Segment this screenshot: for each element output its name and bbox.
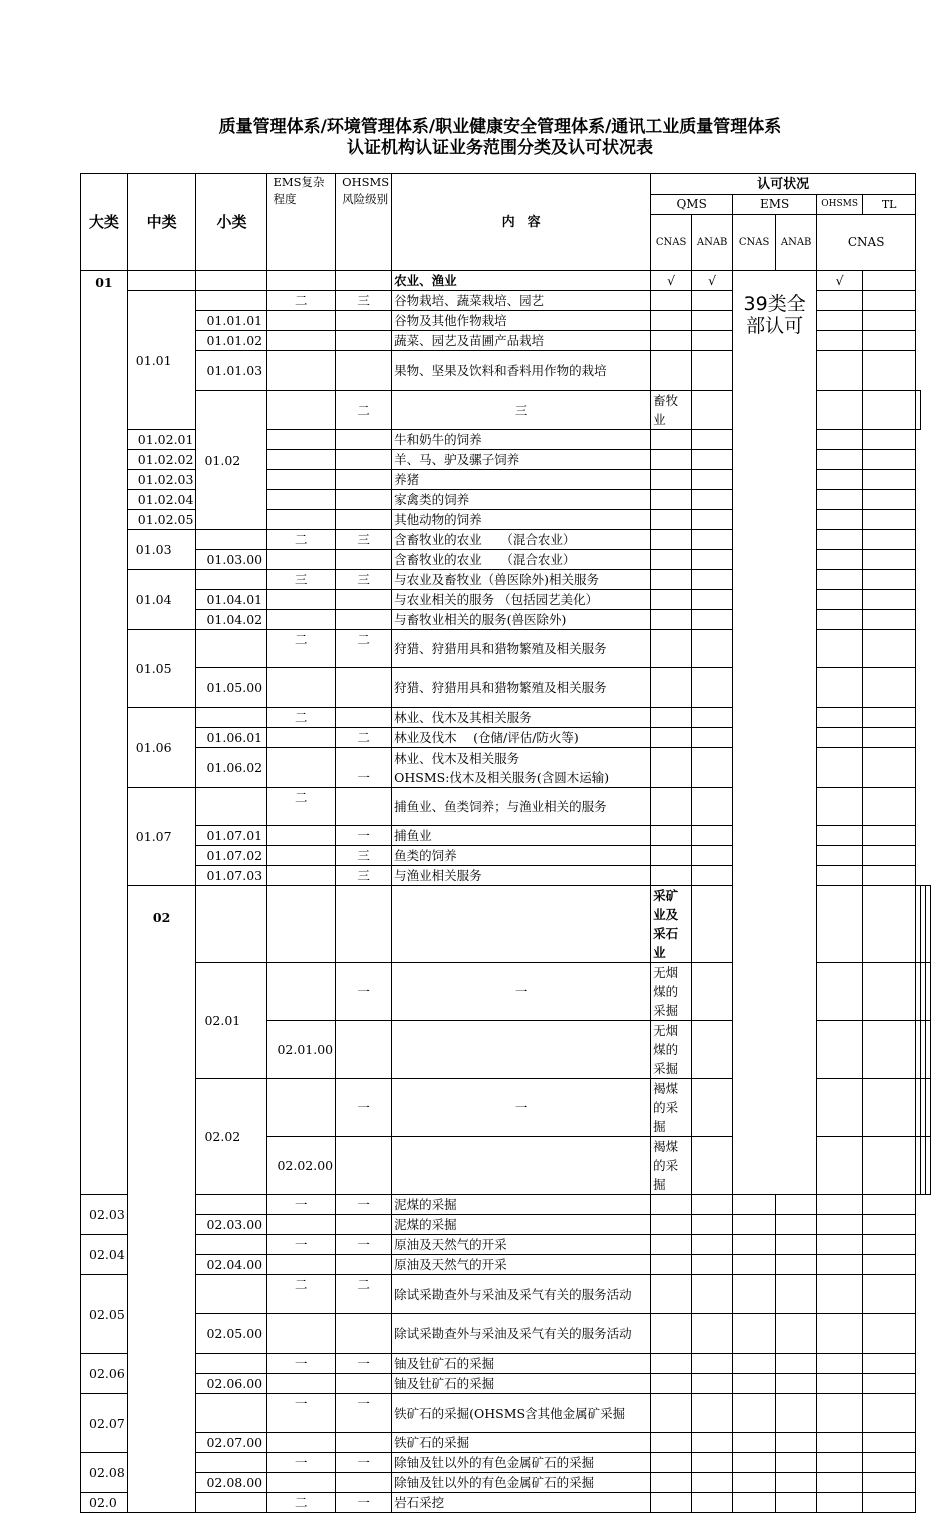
ems-level: 一 [336,1079,392,1137]
small-code: 01.06.01 [196,728,267,748]
ohsms-level: 三 [336,570,392,590]
mid-code: 02.01 [196,963,267,1079]
table-row [81,1235,931,1255]
content-cell: 与农业相关的服务 （包括园艺美化） [392,590,651,610]
mid-code: 02.08 [81,1453,128,1493]
content-cell: 畜牧业 [651,391,692,430]
mid-code: 02.04 [81,1235,128,1275]
mid-code: 01.03 [127,530,196,570]
content-cell: 除铀及钍以外的有色金属矿石的采掘 [392,1473,651,1493]
content-cell: 农业、渔业 [392,271,651,291]
ohsms-level: 三 [336,866,392,886]
page-title-line2: 认证机构认证业务范围分类及认可状况表 [347,138,653,158]
mid-code: 01.07 [127,788,196,886]
ems-level: 一 [267,1394,336,1433]
content-cell: 谷物及其他作物栽培 [392,311,651,331]
header-zhong: 中类 [127,174,196,271]
check-mark: √ [692,271,733,291]
content-cell: 捕鱼业 [392,826,651,846]
content-cell: 铁矿石的采掘(OHSMS含其他金属矿采掘 [392,1394,651,1433]
small-code: 02.04.00 [196,1255,267,1275]
content-cell: 养猪 [392,470,651,490]
ems-level: 二 [267,291,336,311]
small-code: 02.01.00 [267,1021,336,1079]
small-code: 02.06.00 [196,1374,267,1394]
content-cell: 褐煤的采掘 [651,1079,692,1137]
header-ohsms-sub: OHSMS [817,195,863,215]
ohsms-level: 一 [336,1493,392,1513]
table-row [81,1195,931,1215]
small-code: 01.07.02 [196,846,267,866]
content-cell: 岩石采挖 [392,1493,651,1513]
ohsms-level: 一 [336,826,392,846]
header-cnas-qms: CNAS [651,215,692,271]
content-cell: 鱼类的饲养 [392,846,651,866]
content-cell: 家禽类的饲养 [392,490,651,510]
table-row [81,1394,931,1433]
content-cell: 含畜牧业的农业 （混合农业） [392,530,651,550]
small-code: 01.02.03 [127,470,196,490]
small-code: 01.02.02 [127,450,196,470]
content-cell: 铁矿石的采掘 [392,1433,651,1453]
content-cell: 泥煤的采掘 [392,1215,651,1235]
ohsms-level: 一 [336,1453,392,1473]
table-row [81,1215,931,1235]
header-anab-ems: ANAB [776,215,817,271]
ems-level: 二 [267,530,336,550]
ohsms-level: 一 [336,748,392,788]
ohsms-level: 三 [336,530,392,550]
mid-code: 01.02 [196,391,267,530]
header-da: 大类 [81,174,128,271]
header-content: 内 容 [392,174,651,271]
content-cell: 蔬菜、园艺及苗圃产品栽培 [392,331,651,351]
mid-code: 02.0 [81,1493,128,1513]
content-cell: 谷物栽培、蔬菜栽培、园艺 [392,291,651,311]
content-cell: 其他动物的饲养 [392,510,651,530]
mid-code: 02.05 [81,1275,128,1354]
content-cell: 铀及钍矿石的采掘 [392,1374,651,1394]
content-cell: 除试采勘查外与采油及采气有关的服务活动 [392,1275,651,1314]
header-qms: QMS [651,195,733,215]
ems-level: 二 [267,1275,336,1314]
ohsms-level: 二 [336,728,392,748]
table-row [81,1374,931,1394]
check-mark: √ [817,271,863,291]
content-cell: 除试采勘查外与采油及采气有关的服务活动 [392,1314,651,1354]
content-cell: 林业、伐木及相关服务 [394,750,520,766]
ems-level: 一 [267,1453,336,1473]
content-cell: 无烟煤的采掘 [651,963,692,1021]
table-row [81,1354,931,1374]
ohsms-level: 一 [336,1235,392,1255]
content-cell: 果物、坚果及饮料和香料用作物的栽培 [392,351,651,391]
mid-code: 02.07 [81,1394,128,1453]
small-code: 01.07.01 [196,826,267,846]
ems-level: 二 [267,630,336,668]
ems-level: 二 [267,788,336,826]
header-cnas-ems: CNAS [733,215,776,271]
table-row [81,1493,931,1513]
small-code: 02.05.00 [196,1314,267,1354]
small-code: 02.08.00 [196,1473,267,1493]
small-code: 02.02.00 [267,1137,336,1195]
content-cell: 羊、马、驴及骡子饲养 [392,450,651,470]
table-row [81,1433,931,1453]
small-code: 01.03.00 [196,550,267,570]
header-status: 认可状况 [651,174,916,195]
mid-code: 02.06 [81,1354,128,1394]
category-02: 02 [127,886,196,1513]
small-code: 01.02.05 [127,510,196,530]
ohsms-level: 一 [336,1394,392,1433]
content-cell: 除铀及钍以外的有色金属矿石的采掘 [392,1453,651,1473]
content-cell: 林业、伐木及其相关服务 [392,708,651,728]
content-cell: 狩猎、狩猎用具和猎物繁殖及相关服务 [392,668,651,708]
ems-level: 一 [267,1354,336,1374]
content-cell: 泥煤的采掘 [392,1195,651,1215]
ohsms-level: 一 [392,1079,651,1137]
content-cell: 铀及钍矿石的采掘 [392,1354,651,1374]
content-cell: 牛和奶牛的饲养 [392,430,651,450]
ohsms-level: 二 [336,630,392,668]
content-cell: 与农业及畜牧业（兽医除外)相关服务 [392,570,651,590]
small-code: 01.07.03 [196,866,267,886]
table-row [81,1255,931,1275]
ems-level: 一 [267,1235,336,1255]
header-xiao: 小类 [196,174,267,271]
small-code: 01.01.02 [196,331,267,351]
ohsms-level: 一 [336,1195,392,1215]
ems-level: 一 [336,963,392,1021]
page-title-line1: 质量管理体系/环境管理体系/职业健康安全管理体系/通讯工业质量管理体系 [218,117,782,137]
small-code: 01.06.02 [196,748,267,788]
category-01: 01 [81,271,128,1195]
table-row [81,271,931,291]
small-code: 01.01.01 [196,311,267,331]
scope-table [80,173,931,1513]
small-code: 01.05.00 [196,668,267,708]
small-code: 01.02.01 [127,430,196,450]
content-cell: 原油及天然气的开采 [392,1255,651,1275]
mid-code: 02.02 [196,1079,267,1195]
content-cell: 狩猎、狩猎用具和猎物繁殖及相关服务 [392,630,651,668]
ems-note: 39类全部认可 [733,271,817,1195]
header-ems-sub: EMS [733,195,817,215]
content-cell: 与畜牧业相关的服务(兽医除外) [392,610,651,630]
ems-level: 一 [267,1195,336,1215]
ems-level: 二 [336,391,392,430]
header-anab-qms: ANAB [692,215,733,271]
ohsms-level: 一 [392,963,651,1021]
header-ems: EMS复杂程度 [267,174,336,271]
small-code: 02.03.00 [196,1215,267,1235]
small-code: 02.07.00 [196,1433,267,1453]
table-row [81,1473,931,1493]
small-code: 01.04.02 [196,610,267,630]
small-code: 01.01.03 [196,351,267,391]
header-tl: TL [863,195,916,215]
content-cell: 采矿业及采石业 [651,886,692,963]
ems-level: 二 [267,708,336,728]
ohsms-level: 一 [336,1354,392,1374]
ohsms-level: 三 [336,846,392,866]
mid-code: 01.06 [127,708,196,788]
content-cell: 无烟煤的采掘 [651,1021,692,1079]
mid-code: 02.03 [81,1195,128,1235]
ohsms-level: 三 [336,291,392,311]
content-cell: 与渔业相关服务 [392,866,651,886]
ems-level: 三 [267,570,336,590]
small-code: 01.04.01 [196,590,267,610]
table-row [81,1275,931,1314]
table-row [81,1314,931,1354]
mid-code: 01.01 [127,291,196,430]
content-cell: 林业及伐木 (仓储/评估/防火等) [392,728,651,748]
content-cell: 含畜牧业的农业 （混合农业） [392,550,651,570]
content-cell: 捕鱼业、鱼类饲养；与渔业相关的服务 [392,788,651,826]
header-row-1 [81,174,931,195]
table-row [81,1453,931,1473]
content-cell: OHSMS:伐木及相关服务(含圆木运输) [394,769,610,785]
ohsms-level: 二 [336,1275,392,1314]
small-code: 01.02.04 [127,490,196,510]
content-cell: 原油及天然气的开采 [392,1235,651,1255]
mid-code: 01.05 [127,630,196,708]
header-cnas-ohsms: CNAS [817,215,916,271]
check-mark: √ [651,271,692,291]
mid-code: 01.04 [127,570,196,630]
ems-level: 二 [267,1493,336,1513]
header-ohsms: OHSMS风险级别 [336,174,392,271]
content-cell: 褐煤的采掘 [651,1137,692,1195]
ohsms-level: 三 [392,391,651,430]
